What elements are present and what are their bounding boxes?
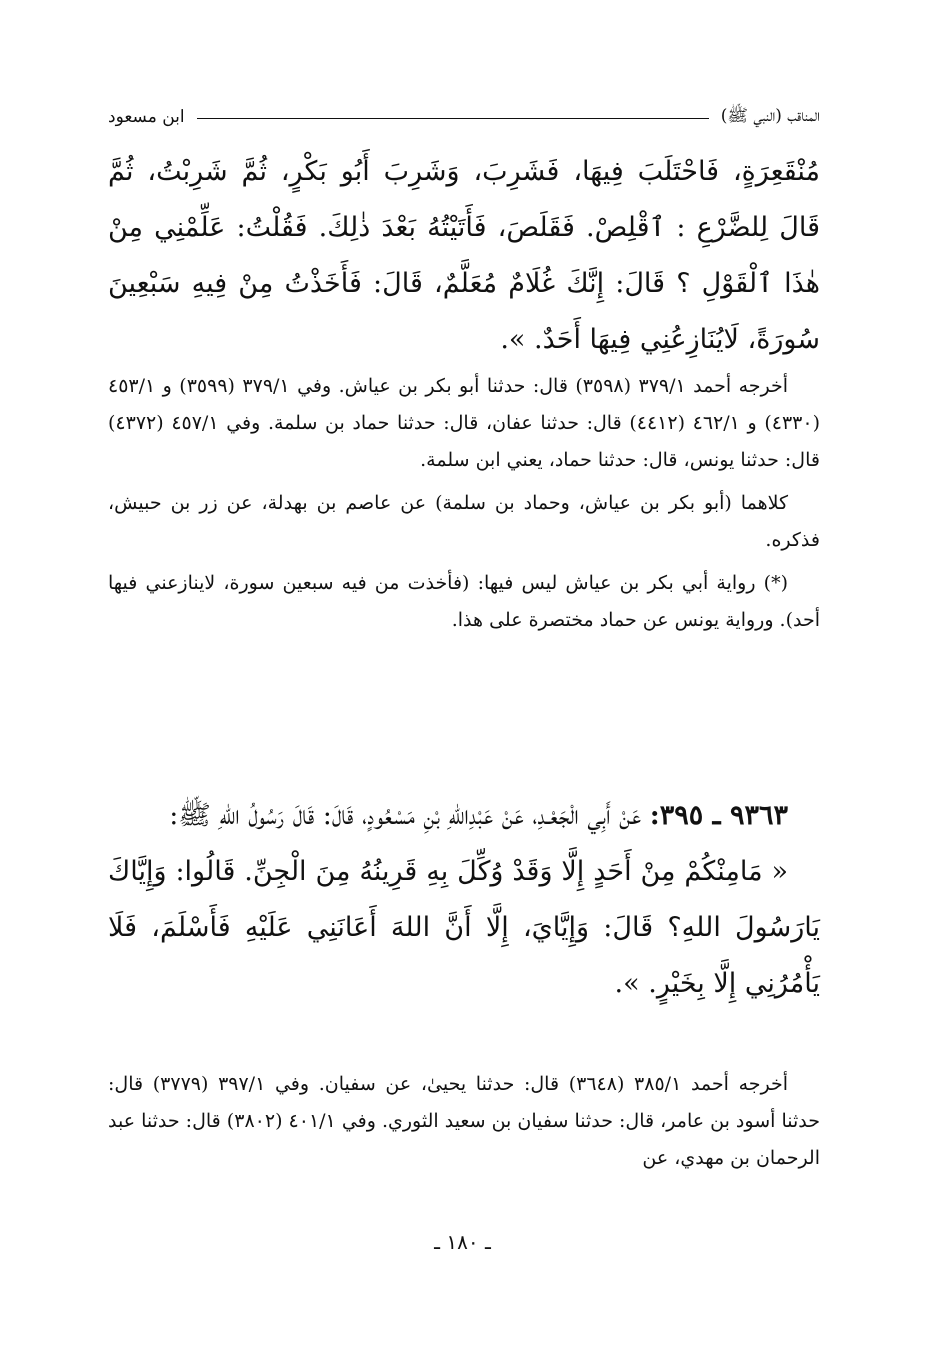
hadith-continuation-text: مُنْقَعِرَةٍ، فَاحْتَلَبَ فِيهَا، فَشَرِبَ، وَشَرِبَ أَبُو بَكْرٍ، ثُمَّ شَرِبْتُ، ثُمَّ قَالَ لِلضَّرْعِ : ٱقْلِصْ. فَقَلَصَ، فَأَتَيْتُهُ بَعْدَ ذٰلِكَ. فَقُلْتُ: عَلِّمْنِي مِنْ هٰذَا ٱلْقَوْلِ ؟ قَالَ: إِنَّكَ غُلَامٌ مُعَلَّمٌ، قَالَ: فَأَخَذْتُ مِنْ فِيهِ سَبْعِينَ سُورَةً، لَايُنَازِعُنِي فِيهَا أَحَدٌ. ». xyxy=(108,156,820,355)
hadith-2-matn: « مَامِنْكُمْ مِنْ أَحَدٍ إِلَّا وَقَدْ وُكِّلَ بِهِ قَرِينُهُ مِنَ الْجِنِّ. قَالُوا: وَإِيَّاكَ يَارَسُولَ اللهِ؟ قَالَ: وَإِيَّايَ، إِلَّا أَنَّ اللهَ أَعَانَنِي عَلَيْهِ فَأَسْلَمَ، فَلَا يَأْمُرُنِي إِلَّا بِخَيْرٍ. ». xyxy=(108,856,820,999)
isnad-text: عَنْ أَبِي الْجَعْـدِ، عَنْ عَبْدِاللهِ بْنِ مَسْعُودٍ، قَالَ: قَالَ رَسُولُ اللهِ ﷺ: xyxy=(169,800,642,831)
takhrij-block-2 xyxy=(108,1066,820,1177)
takhrij-paragraph: كلاهما (أبو بكر بن عياش، وحماد بن سلمة) عن عاصم بن بهدلة، عن زر بن حبيش، فذكره. xyxy=(108,492,820,551)
header-rule xyxy=(197,118,709,119)
takhrij-paragraph: أخرجه أحمد ٣٧٩/١ (٣٥٩٨) قال: حدثنا أبو بكر بن عياش. وفي ٣٧٩/١ (٣٥٩٩) و ٤٥٣/١ (٤٣٣٠) و ٤٦٢/١ (٤٤١٢) قال: حدثنا عفان، قال: حدثنا حماد بن سلمة. وفي ٤٥٧/١ (٤٣٧٢) قال: حدثنا يونس، قال: حدثنا حماد، يعني ابن سلمة. xyxy=(108,375,820,471)
page-number: ـ ١٨٠ ـ xyxy=(434,1230,491,1254)
takhrij-paragraph: أخرجه أحمد ٣٨٥/١ (٣٦٤٨) قال: حدثنا يحيىٰ، عن سفيان. وفي ٣٩٧/١ (٣٧٧٩) قال: حدثنا أسود بن عامر، قال: حدثنا سفيان بن سعيد الثوري. وفي ٤٠١/١ (٣٨٠٢) قال: حدثنا عبد الرحمان بن مهدي، عن xyxy=(108,1073,820,1169)
companion-name: ابن مسعود xyxy=(108,107,185,127)
hadith-number: ٩٣٦٣ ـ ٣٩٥: xyxy=(649,800,788,831)
running-header xyxy=(108,100,820,134)
section-title: المناقب (النبي ﷺ) xyxy=(720,105,820,126)
takhrij-note: (*) رواية أبي بكر بن عياش ليس فيها: (فأخذت من فيه سبعين سورة، لاينازعني فيها أحد). ورواية يونس عن حماد مختصرة على هذا. xyxy=(108,572,820,631)
hadith-2-block xyxy=(108,788,820,1012)
hadith-2-isnad xyxy=(108,788,820,844)
takhrij-block-1 xyxy=(108,368,820,639)
hadith-continuation-block xyxy=(108,144,820,368)
